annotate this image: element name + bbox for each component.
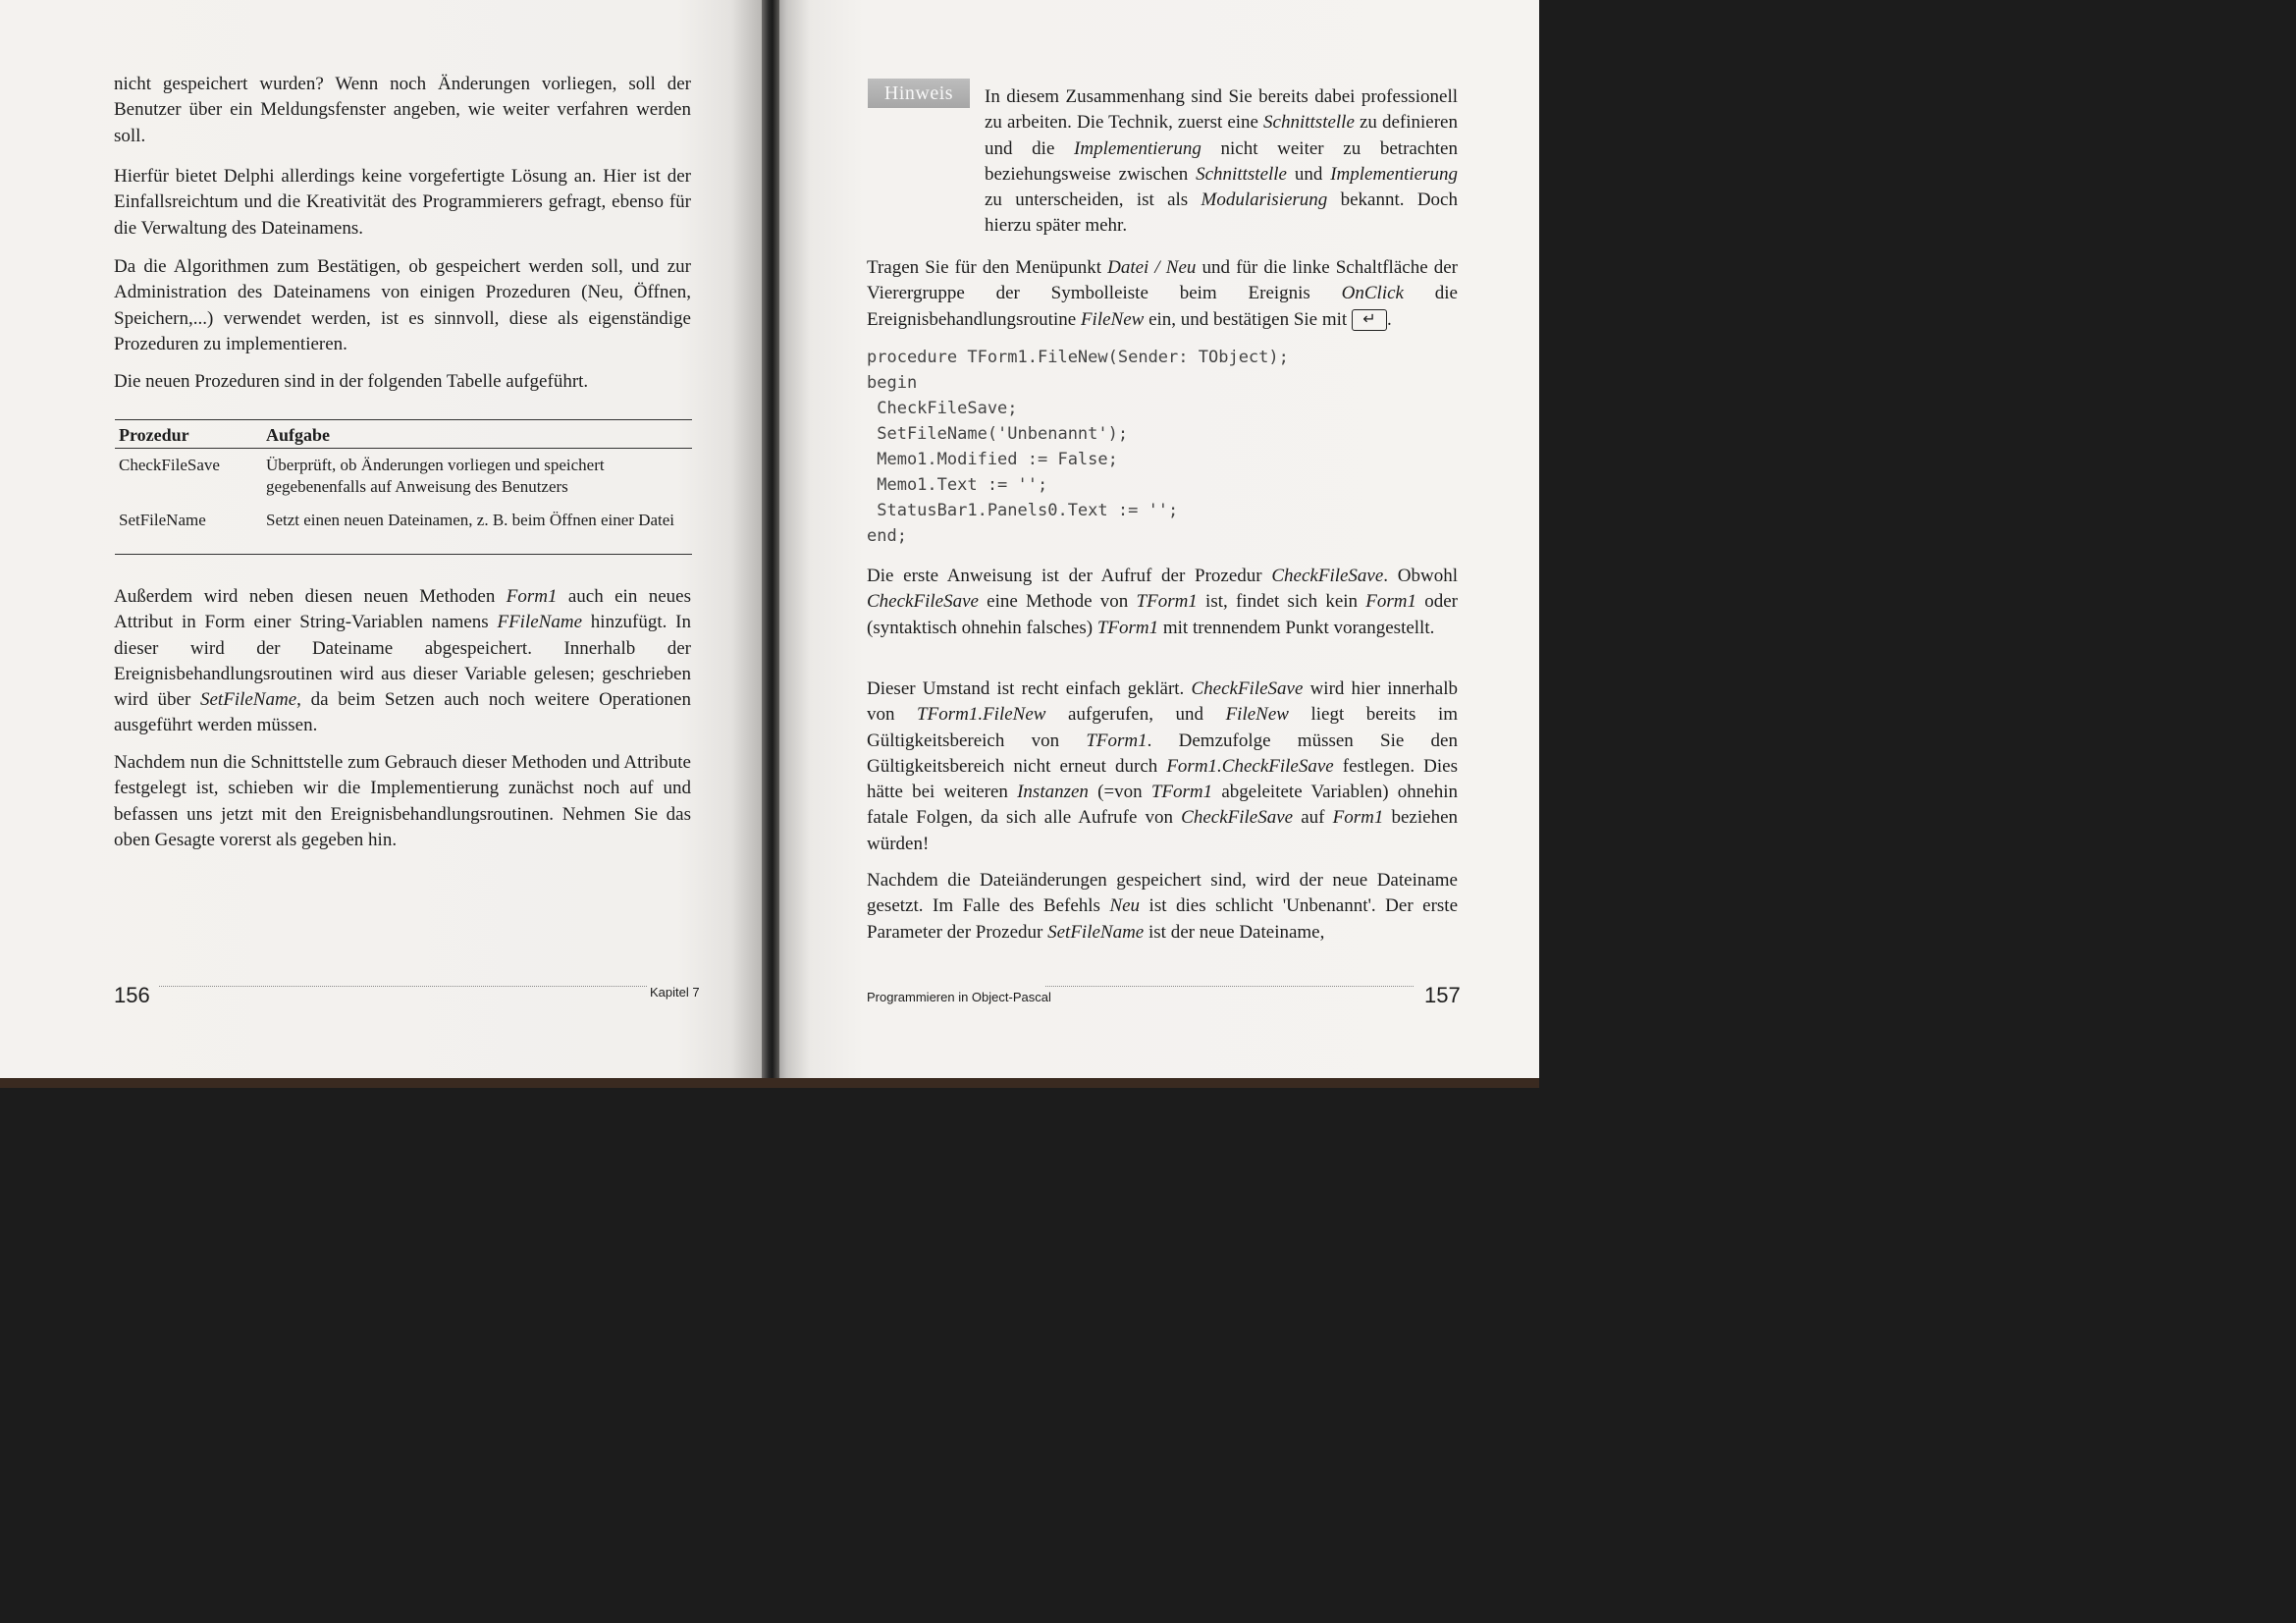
left-paragraph-2: Hierfür bietet Delphi allerdings keine vorgefertigte Lösung an. Hier ist der Einfallsreichtum und die Kreativität des Programmierers gefragt, ebenso für die Verwaltung des Dateinamens.	[114, 166, 691, 239]
left-paragraph-4: Die neuen Prozeduren sind in der folgenden Tabelle aufgeführt.	[114, 371, 589, 392]
right-paragraph-2: Die erste Anweisung ist der Aufruf der Prozedur CheckFileSave. Obwohl CheckFileSave eine Methode von TForm1 ist, findet sich kein Form1 oder (syntaktisch ohnehin falsches) TForm1 mit trennendem Punkt vorangestellt.	[867, 566, 1458, 638]
book-gutter	[762, 0, 779, 1088]
right-paragraph-3: Dieser Umstand ist recht einfach geklärt. CheckFileSave wird hier innerhalb von TForm1.FileNew aufgerufen, und FileNew liegt bereits im Gültigkeitsbereich von TForm1. Demzufolge müssen Sie den Gültigkeitsbereich nicht erneut durch Form1.CheckFileSave festlegen. Dies hätte bei weiteren Instanzen (=von TForm1 abgeleitete Variablen) ohnehin fatale Folgen, da sich alle Aufrufe von CheckFileSave auf Form1 beziehen würden!	[867, 678, 1459, 854]
table-row	[115, 504, 692, 537]
procedure-table	[115, 418, 692, 537]
running-head-left: Kapitel 7	[650, 985, 700, 1000]
left-paragraph-1: nicht gespeichert wurden? Wenn noch Änderungen vorliegen, soll der Benutzer über ein Meldungsfenster angeben, wie weiter verfahren werden soll.	[114, 74, 691, 146]
code-listing: procedure TForm1.FileNew(Sender: TObject); begin CheckFileSave; SetFileName('Unbenannt'); Memo1.Modified := False; Memo1.Text := ''; StatusBar1.Panels0.Text := ''; end;	[867, 348, 1289, 546]
right-paragraph-4: Nachdem die Dateiänderungen gespeichert sind, wird der neue Dateiname gesetzt. Im Falle des Befehls Neu ist dies schlicht 'Unbenannt'. Der erste Parameter der Prozedur SetFileName ist der neue Dateiname,	[867, 870, 1459, 943]
right-paragraph-1: Tragen Sie für den Menüpunkt Datei / Neu und für die linke Schaltfläche der Vierergruppe der Symbolleiste beim Ereignis OnClick die Ereignisbehandlungsroutine FileNew ein, und bestätigen Sie mit ↵ .	[867, 257, 1458, 330]
enter-key-icon: ↵	[1352, 309, 1387, 331]
left-paragraph-3: Da die Algorithmen zum Bestätigen, ob gespeichert werden soll, und zur Administration des Dateinamens von einigen Prozeduren (Neu, Öffnen, Speichern,...) verwendet werden, ist es sinnvoll, diese als eigenständige Prozeduren zu implementieren.	[114, 256, 691, 354]
footer-rule-right	[1045, 986, 1414, 987]
table-cell: Setzt einen neuen Dateinamen, z. B. beim Öffnen einer Datei	[266, 511, 675, 529]
left-paragraph-6: Nachdem nun die Schnittstelle zum Gebrauch dieser Methoden und Attribute festgelegt ist, schieben wir die Implementierung zunächst noch auf und befassen uns jetzt mit den Ereignisbehandlungsroutinen. Nehmen Sie das oben Gesagte vorerst als gegeben hin.	[114, 752, 691, 850]
hinweis-label: Hinweis	[868, 79, 970, 108]
table-cell: SetFileName	[119, 511, 206, 529]
footer-rule-left	[159, 986, 647, 987]
table-row	[115, 449, 692, 505]
left-page	[0, 0, 770, 1080]
table-header-row	[115, 418, 692, 449]
table-header-cell: Aufgabe	[262, 418, 692, 449]
table-cell: CheckFileSave	[119, 456, 220, 474]
page-number-right: 157	[1424, 983, 1461, 1007]
table-cell: Überprüft, ob Änderungen vorliegen und speichert gegebenenfalls auf Anweisung des Benutzers	[266, 456, 605, 496]
left-paragraph-5: Außerdem wird neben diesen neuen Methoden Form1 auch ein neues Attribut in Form einer String-Variablen namens FFileName hinzufügt. In dieser wird der Dateiname abgespeichert. Innerhalb der Ereignisbehandlungsroutinen wird aus dieser Variable gelesen; geschrieben wird über SetFileName, da beim Setzen auch noch weitere Operationen ausgeführt werden müssen.	[114, 586, 691, 736]
running-head-right: Programmieren in Object-Pascal	[867, 990, 1051, 1004]
table-header-cell: Prozedur	[115, 418, 262, 449]
bottom-edge	[0, 1078, 1539, 1088]
table-bottom-rule	[115, 554, 692, 555]
hinweis-text: In diesem Zusammenhang sind Sie bereits dabei professionell zu arbeiten. Die Technik, zuerst eine Schnittstelle zu definieren und die Implementierung nicht weiter zu betrachten beziehungsweise zwischen Schnittstelle und Implementierung zu unterscheiden, ist als Modularisierung bekannt. Doch hierzu später mehr.	[985, 86, 1458, 237]
page-number-left: 156	[114, 983, 150, 1007]
book-spread	[0, 0, 1539, 1088]
